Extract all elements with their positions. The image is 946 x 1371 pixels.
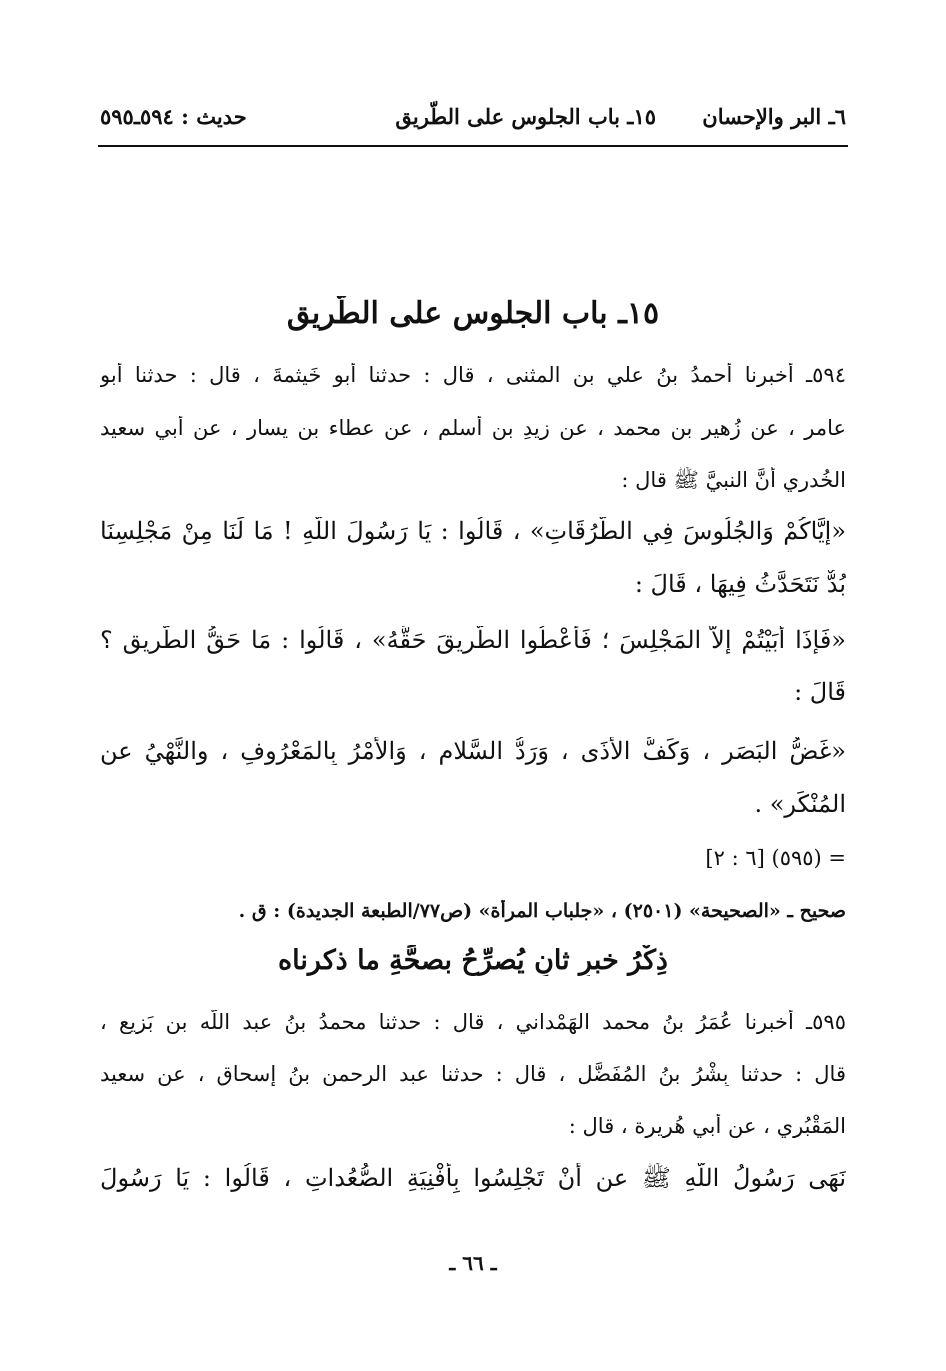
chapter-title: ١٥ـ باب الجلوس على الطّريق — [286, 296, 660, 331]
hadith-595-isnad-line-3: المَقْبُري ، عن أبي هُريرة ، قال : — [568, 1114, 846, 1138]
page-number: ـ ٦٦ ـ — [449, 1251, 497, 1275]
hadith-594-matn-line-5: «غَضُّ البَصَرِ ، وَكَفُّ الأَذَى ، وَرَدُّ السَّلامِ ، وَالأَمْرُ بِالمَعْرُوفِ ، والنَّهْيُ عن — [100, 737, 846, 765]
hadith-594-isnad-line-1: ٥٩٤ـ أخبرنا أحمدُ بنُ علي بن المثنى ، قال : حدثنا أبو خَيثمةَ ، قال : حدثنا أبو — [100, 363, 846, 387]
header-divider — [98, 145, 848, 147]
hadith-594-matn-line-6: المُنْكَرِ» . — [754, 790, 846, 818]
hadith-594-matn-line-3: «فَإِذَا أَبَيْتُمْ إِلاَّ المَجْلِسَ ؛ فَأَعْطُوا الطَّرِيقَ حَقَّهُ» ، قَالُوا : مَا حَقُّ الطَّرِيقِ ؟ — [100, 626, 846, 654]
hadith-595-matn-line-1: نَهَى رَسُولُ اللَّهِ ﷺ عن أَنْ تَجْلِسُوا بِأَفْنِيَةِ الصُّعُداتِ ، قَالُوا : يَا رَسُولَ — [100, 1164, 846, 1192]
hadith-595-isnad-line-2: قال : حدثنا بِشْرُ بنُ المُفَضَّلِ ، قال : حدثنا عبد الرحمن بنُ إسحاق ، عن سعيد — [100, 1062, 846, 1086]
section-title: ذِكْرُ خبرٍ ثانٍ يُصرِّحُ بصحَّةِ ما ذكرناه — [278, 945, 668, 976]
running-header-chapter: ١٥ـ باب الجلوس على الطّريق — [395, 104, 656, 129]
hadith-594-matn-line-4: قَالَ : — [794, 678, 846, 706]
cross-reference: = (٥٩٥) [٦ : ٢] — [705, 846, 846, 870]
hadith-594-grading: صحيح ـ «الصحيحة» (٢٥٠١) ، «جلباب المرأة» (ص٧٧/الطبعة الجديدة) : ق . — [238, 900, 846, 922]
running-header-hadith-range: حديث : ٥٩٤ـ٥٩٥ — [100, 104, 247, 129]
hadith-594-matn-line-1: «إِيَّاكُمْ وَالجُلُوسَ فِي الطُّرُقَاتِ» ، قَالُوا : يَا رَسُولَ اللَّهِ ! مَا لَنَا مِنْ مَجْلِسِنَا — [100, 517, 846, 545]
hadith-594-isnad-line-2: عامر ، عن زُهير بن محمد ، عن زيدِ بنِ أسلم ، عن عطاء بنِ يسار ، عن أبي سعيد — [100, 416, 846, 440]
hadith-594-isnad-line-3: الخُدري أنَّ النبيَّ ﷺ قال : — [621, 468, 846, 492]
hadith-595-isnad-line-1: ٥٩٥ـ أخبرنا عُمَرُ بنُ محمد الهَمْداني ، قال : حدثنا محمدُ بنُ عبد اللَّه بن بَزيع ، — [100, 1010, 846, 1034]
hadith-594-matn-line-2: بُدٌّ نَتَحَدَّثُ فِيهَا ، قَالَ : — [634, 570, 846, 598]
running-header-book: ٦ـ البر والإحسان — [702, 104, 846, 129]
